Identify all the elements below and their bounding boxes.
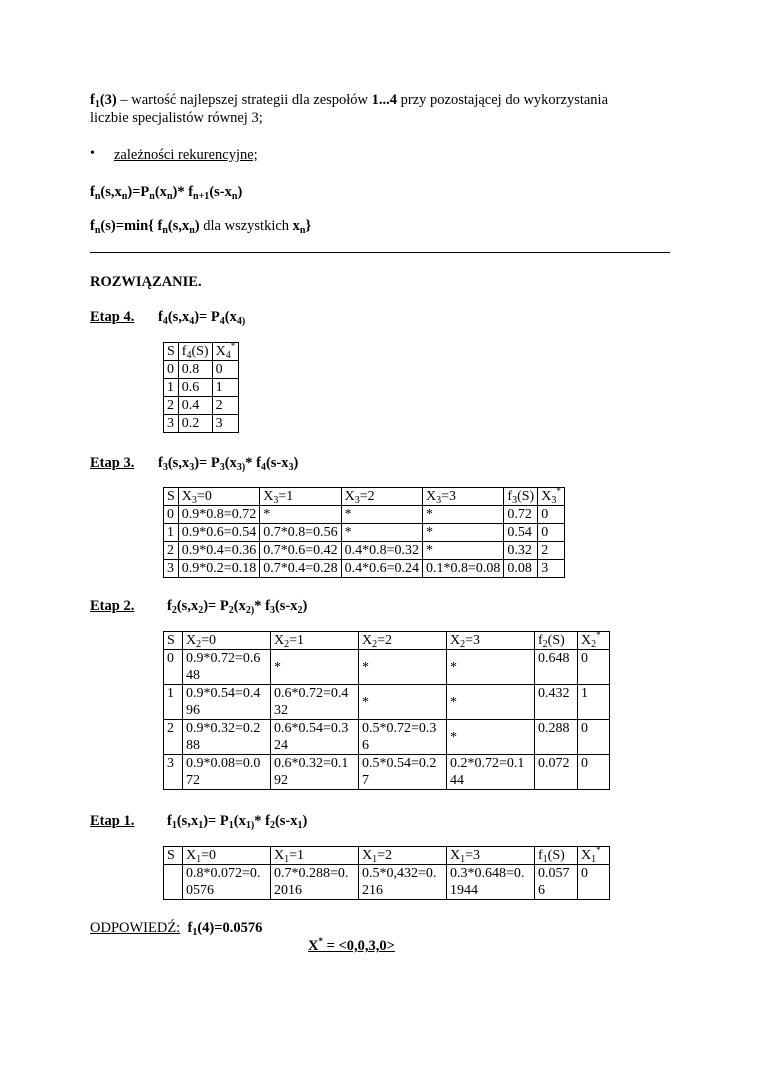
- table-row: [164, 397, 239, 415]
- table-cell: *: [359, 685, 447, 720]
- table-cell: 1: [164, 685, 183, 720]
- horizontal-rule: [90, 252, 670, 253]
- table-cell: 2: [212, 397, 239, 415]
- etap3-table: [163, 487, 565, 578]
- table-cell: 0.2*0.72=0.144: [447, 755, 535, 790]
- table-row: [164, 379, 239, 397]
- table-cell: 0.4*0.6=0.24: [341, 560, 422, 578]
- table-cell: 0.72: [504, 506, 538, 524]
- table-cell: 3: [164, 755, 183, 790]
- table-cell: 0.7*0.8=0.56: [260, 524, 341, 542]
- header-cell: $X_1=1$: [271, 847, 359, 865]
- table-cell: 0.9*0.08=0.072: [183, 755, 271, 790]
- table-cell: 0.08: [504, 560, 538, 578]
- table-cell: 1: [164, 524, 179, 542]
- table-cell: *: [359, 650, 447, 685]
- table-cell: *: [423, 506, 504, 524]
- header-cell: $f_1(S)$: [535, 847, 578, 865]
- header-cell: $X_4^*$: [212, 343, 239, 361]
- etap4-label: Etap 4.: [90, 309, 135, 325]
- table-cell: 0.4: [178, 397, 212, 415]
- header-cell: $X_2=0$: [183, 632, 271, 650]
- header-cell: $X_1=0$: [183, 847, 271, 865]
- table-cell: *: [423, 542, 504, 560]
- table-cell: 0: [538, 506, 565, 524]
- etap2-label: Etap 2.: [90, 598, 135, 614]
- header-cell: $X_3=0$: [178, 488, 259, 506]
- header-cell: $X_2^*$: [578, 632, 610, 650]
- table-row: [164, 506, 565, 524]
- table-cell: 3: [538, 560, 565, 578]
- table-cell: 0.9*0.32=0.288: [183, 720, 271, 755]
- table-cell: 3: [212, 415, 239, 433]
- bullet-text: zależności rekurencyjne;: [114, 147, 258, 163]
- table-cell: 2: [164, 397, 179, 415]
- table-cell: 2: [164, 720, 183, 755]
- header-cell: $X_2=2$: [359, 632, 447, 650]
- header-cell: $X_3^*$: [538, 488, 565, 506]
- table-row: [164, 755, 610, 790]
- table-cell: 0.9*0.8=0.72: [178, 506, 259, 524]
- table-cell: 0.288: [535, 720, 578, 755]
- intro-line-1: $f_1(3)$ – wartość najlepszej strategii dla zespołów 1...4 przy pozostającej do wykorzystania: [90, 92, 609, 110]
- table-cell: 0.1*0.8=0.08: [423, 560, 504, 578]
- table-cell: 0.9*0.72=0.648: [183, 650, 271, 685]
- table-cell: 0.072: [535, 755, 578, 790]
- intro-line-2: liczbie specjalistów równej 3;: [90, 110, 263, 126]
- table-cell: 0: [164, 650, 183, 685]
- header-cell: $X_3=3$: [423, 488, 504, 506]
- table-cell: *: [447, 720, 535, 755]
- etap4-equation: $f_4(s,x_4)= P_4(x_{4)}$: [158, 309, 246, 327]
- table-row: [164, 685, 610, 720]
- header-cell: $X_2=1$: [271, 632, 359, 650]
- etap3-equation: $f_3(s,x_3)= P_3(x_{3)}*$ $f_4(s-x_3)$: [158, 455, 299, 473]
- table-cell: 0: [578, 755, 610, 790]
- table-row: [164, 560, 565, 578]
- table-cell: *: [447, 685, 535, 720]
- table-header-row: [164, 488, 565, 506]
- table-cell: *: [423, 524, 504, 542]
- table-cell: 0.4*0.8=0.32: [341, 542, 422, 560]
- table-cell: 1: [164, 379, 179, 397]
- table-cell: 0.8*0.072=0.0576: [183, 865, 271, 900]
- table-cell: 0.6*0.54=0.324: [271, 720, 359, 755]
- header-cell: $f_3(S)$: [504, 488, 538, 506]
- header-cell: $f_2(S)$: [535, 632, 578, 650]
- etap3-label: Etap 3.: [90, 455, 135, 471]
- header-cell: S: [164, 632, 183, 650]
- table-cell: *: [271, 650, 359, 685]
- table-header-row: [164, 632, 610, 650]
- table-cell: 0.0576: [535, 865, 578, 900]
- table-cell: 0.32: [504, 542, 538, 560]
- table-cell: 0.9*0.6=0.54: [178, 524, 259, 542]
- table-cell: 0.7*0.288=0.2016: [271, 865, 359, 900]
- header-cell: $X_1=2$: [359, 847, 447, 865]
- table-cell: 0: [578, 720, 610, 755]
- solution-heading: ROZWIĄZANIE.: [90, 274, 202, 290]
- table-cell: 0: [164, 506, 179, 524]
- table-row: [164, 650, 610, 685]
- table-cell: 0.3*0.648=0.1944: [447, 865, 535, 900]
- table-cell: 1: [578, 685, 610, 720]
- header-cell: S: [164, 847, 183, 865]
- table-cell: 0.6*0.72=0.432: [271, 685, 359, 720]
- table-cell: 0: [578, 650, 610, 685]
- etap2-equation: $f_2(s,x_2)= P_2(x_{2)}*$ $f_3(s-x_2)$: [167, 598, 308, 616]
- table-cell: 0.2: [178, 415, 212, 433]
- table-cell: 0.6*0.32=0.192: [271, 755, 359, 790]
- table-cell: *: [447, 650, 535, 685]
- table-cell: 0.5*0.54=0.27: [359, 755, 447, 790]
- table-cell: 0: [538, 524, 565, 542]
- header-cell: $X_3=1$: [260, 488, 341, 506]
- table-cell: [164, 865, 183, 900]
- table-cell: *: [341, 506, 422, 524]
- header-cell: $X_3=2$: [341, 488, 422, 506]
- table-row: [164, 865, 610, 900]
- answer-label: ODPOWIEDŹ:: [90, 920, 181, 936]
- table-cell: 0: [212, 361, 239, 379]
- header-cell: $X_1=3$: [447, 847, 535, 865]
- table-cell: 3: [164, 415, 179, 433]
- table-row: [164, 361, 239, 379]
- etap4-table: [163, 342, 239, 433]
- header-cell: $X_1^*$: [578, 847, 610, 865]
- header-cell: S: [164, 343, 179, 361]
- table-header-row: [164, 343, 239, 361]
- etap1-table: [163, 846, 610, 900]
- header-cell: $X_2=3$: [447, 632, 535, 650]
- table-cell: 0: [578, 865, 610, 900]
- etap1-label: Etap 1.: [90, 813, 135, 829]
- etap1-equation: $f_1(s,x_1)= P_1(x_{1)}*$ $f_2(s-x_1)$: [167, 813, 308, 831]
- recurrence-eq-1: $f_n(s,x_n)=P_n(x_n)*$ $f_{n+1}(s-x_n)$: [90, 184, 243, 202]
- table-cell: 0.5*0.72=0.36: [359, 720, 447, 755]
- recurrence-eq-2: $f_n(s)=\min${ $f_n(s,x_n)$ dla wszystkich $x_n$}: [90, 218, 312, 236]
- table-cell: 2: [164, 542, 179, 560]
- table-cell: 0.648: [535, 650, 578, 685]
- table-cell: 0.9*0.54=0.496: [183, 685, 271, 720]
- table-row: [164, 524, 565, 542]
- header-cell: S: [164, 488, 179, 506]
- etap2-table: [163, 631, 610, 790]
- table-cell: 0.54: [504, 524, 538, 542]
- answer-value: $f_1(4)=0.0576$: [187, 920, 263, 938]
- table-row: [164, 415, 239, 433]
- answer-x-vector: X* = <0,0,3,0>: [308, 936, 395, 954]
- table-row: [164, 542, 565, 560]
- table-cell: 0.8: [178, 361, 212, 379]
- header-cell: $f_4(S)$: [178, 343, 212, 361]
- table-cell: 0.9*0.2=0.18: [178, 560, 259, 578]
- table-cell: 0.432: [535, 685, 578, 720]
- table-cell: 0: [164, 361, 179, 379]
- table-cell: 1: [212, 379, 239, 397]
- bullet-icon: •: [90, 146, 95, 161]
- table-cell: 0.7*0.6=0.42: [260, 542, 341, 560]
- table-cell: 0.9*0.4=0.36: [178, 542, 259, 560]
- table-cell: 2: [538, 542, 565, 560]
- table-row: [164, 720, 610, 755]
- table-cell: *: [341, 524, 422, 542]
- table-cell: 3: [164, 560, 179, 578]
- table-cell: 0.5*0,432=0.216: [359, 865, 447, 900]
- table-cell: 0.6: [178, 379, 212, 397]
- answer-line: [90, 919, 262, 937]
- table-header-row: [164, 847, 610, 865]
- table-cell: 0.7*0.4=0.28: [260, 560, 341, 578]
- table-cell: *: [260, 506, 341, 524]
